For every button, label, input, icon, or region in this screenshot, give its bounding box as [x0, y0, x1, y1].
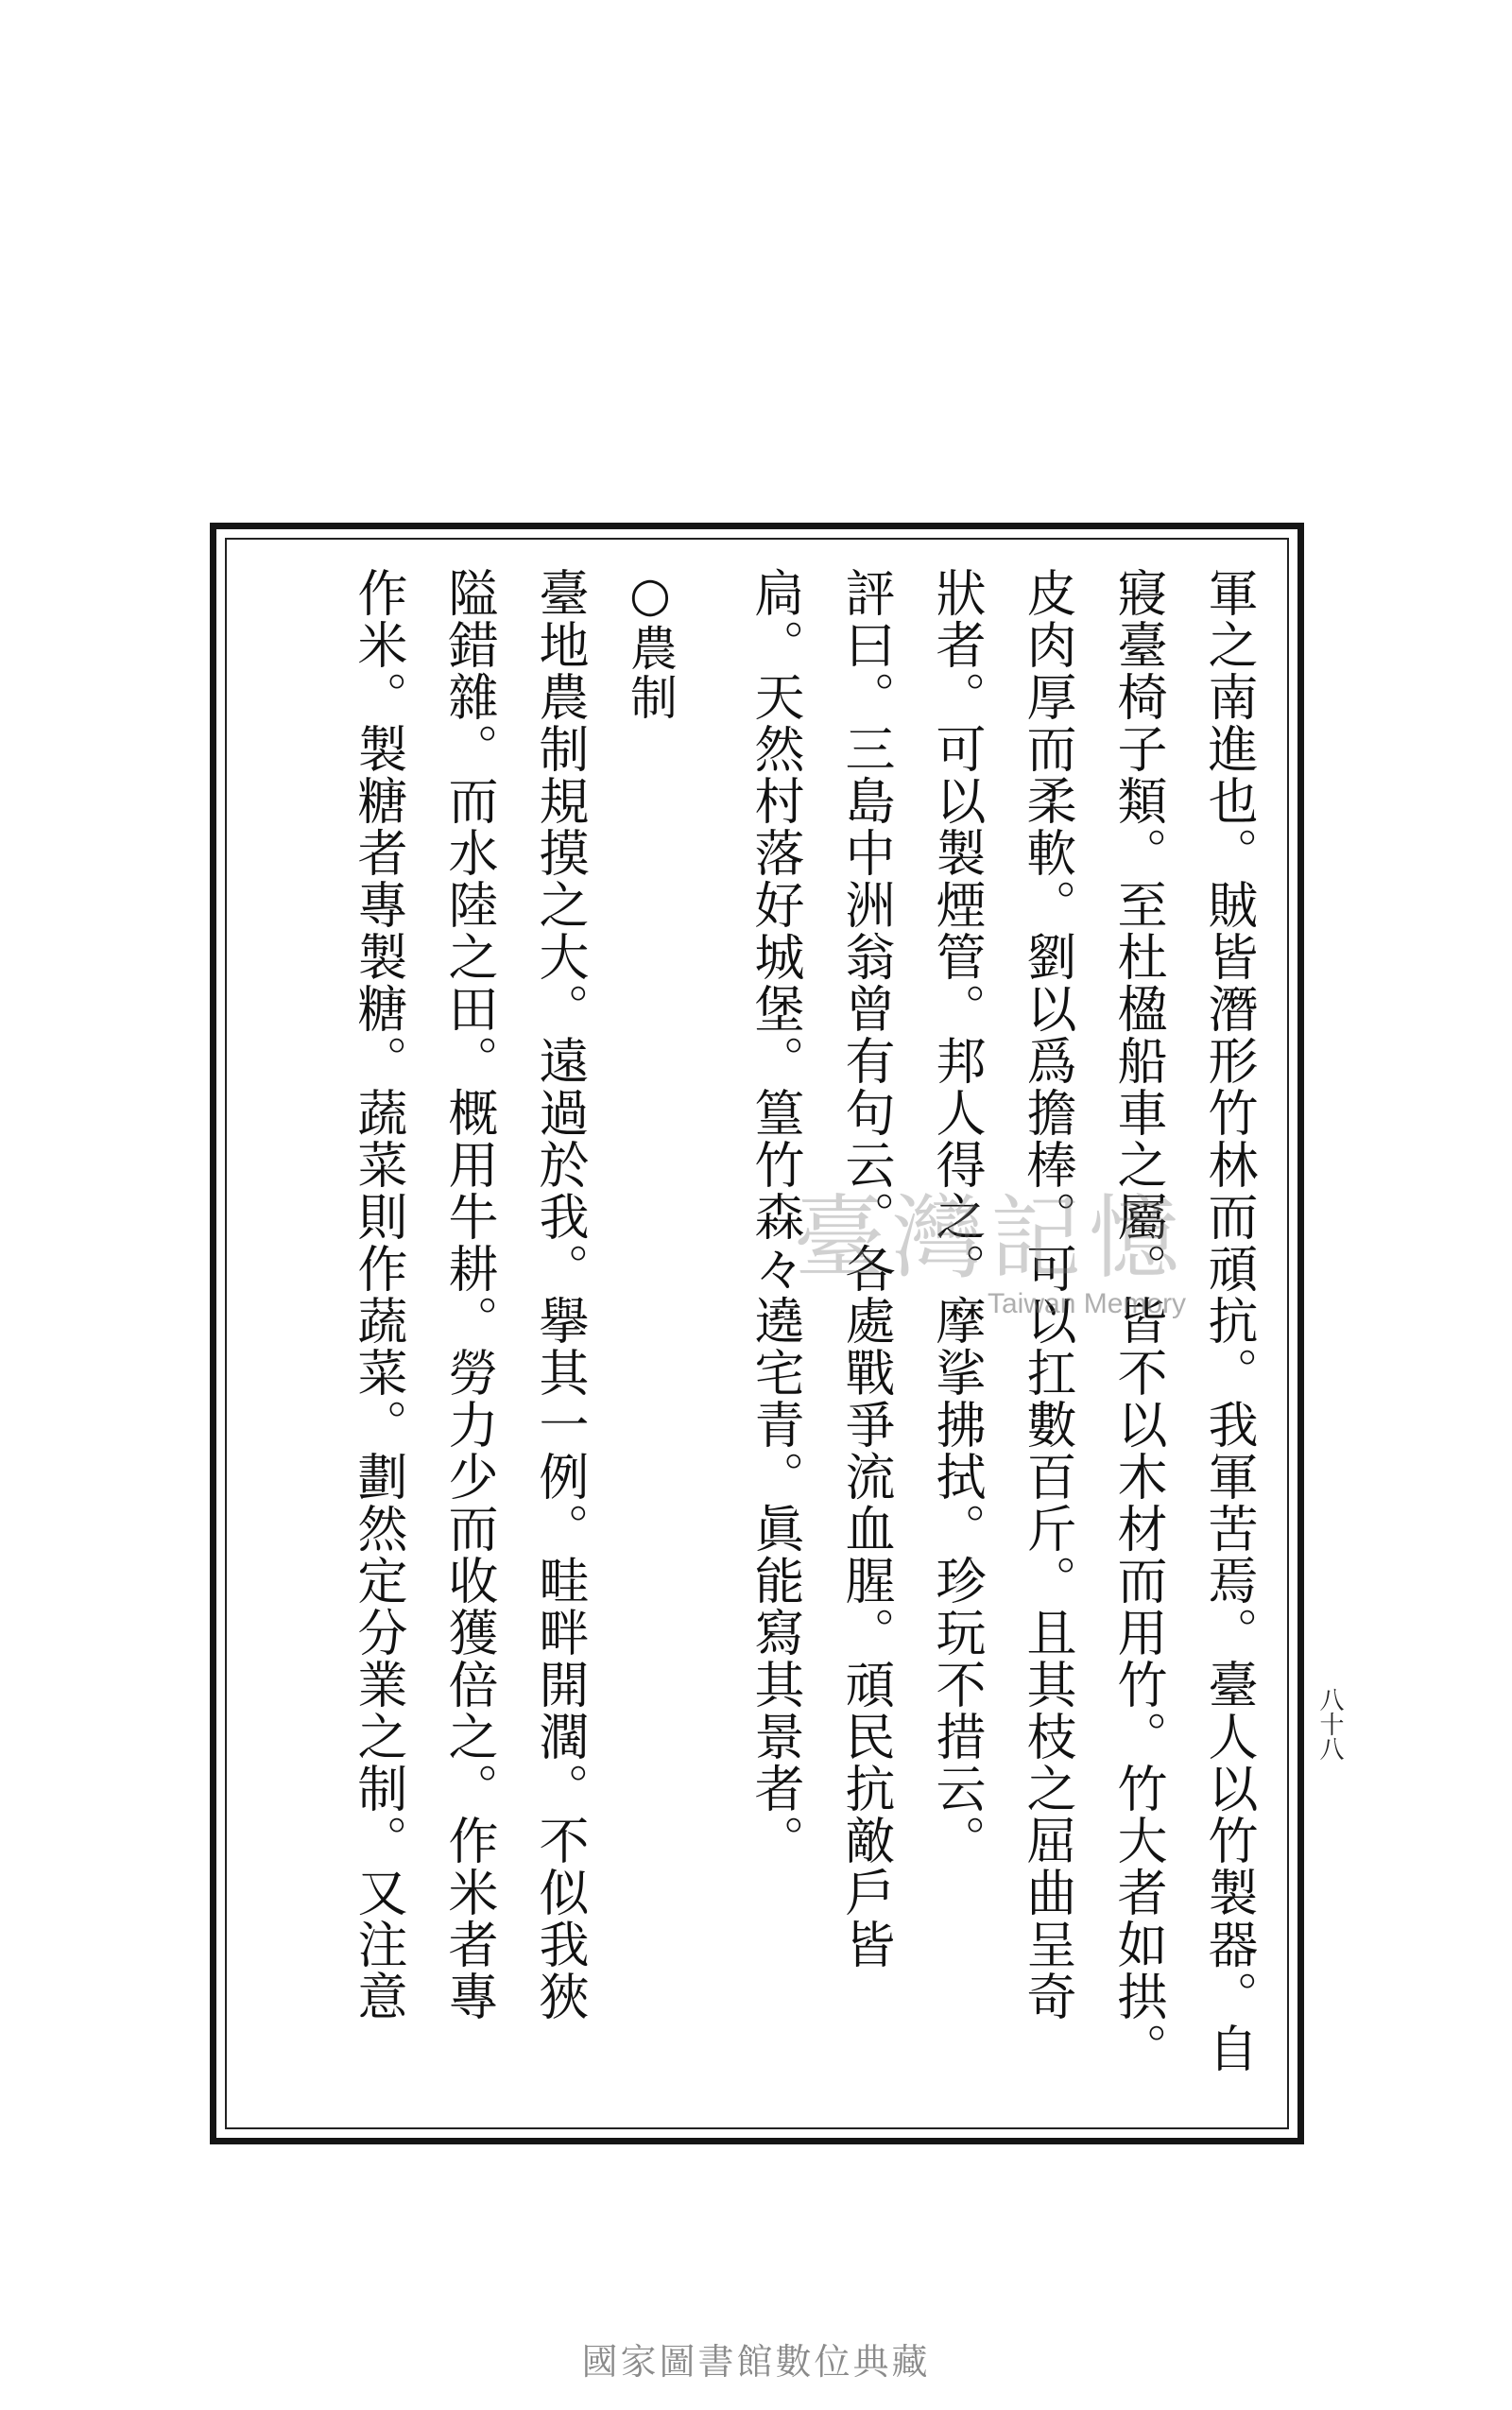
footer-credit: 國家圖書館數位典藏	[581, 2341, 931, 2383]
text-column-5: 評曰。三島中洲翁曾有句云。各處戰爭流血腥。頑民抗敵戶皆	[837, 567, 895, 1971]
text-column-7: 臺地農制規摸之大。遠過於我。擧其一例。畦畔開濶。不似我狹	[531, 567, 589, 2023]
watermark-subtitle: Taiwan Memory	[988, 1288, 1187, 1319]
page-number: 八十八	[1315, 1687, 1344, 1761]
text-column-3: 皮肉厚而柔軟。劉以爲擔棒。可以扛數百斤。且其枝之屈曲呈奇	[1019, 567, 1076, 2023]
section-heading: ○農制	[623, 567, 678, 722]
text-column-8: 隘錯雜。而水陸之田。概用牛耕。勞力少而收獲倍之。作米者專	[440, 567, 498, 2023]
text-column-4: 狀者。可以製煙管。邦人得之。摩挲拂拭。珍玩不措云。	[928, 567, 986, 1867]
text-column-9: 作米。製糖者專製糖。蔬菜則作蔬菜。劃然定分業之制。又注意	[350, 567, 407, 2023]
column-spacer	[698, 567, 727, 2117]
text-column-1: 軍之南進也。賊皆潛形竹林而頑抗。我軍苦焉。臺人以竹製器。自	[1200, 567, 1258, 2074]
vertical-text-block	[250, 567, 1271, 2117]
watermark-title: 臺灣記憶	[794, 1185, 1187, 1291]
text-column-6: 扃。天然村落好城堡。篁竹森々遶宅青。眞能寫其景者。	[747, 567, 804, 1867]
text-column-2: 寢臺椅子類。至杜楹船車之屬。皆不以木材而用竹。竹大者如拱。	[1109, 567, 1167, 2074]
